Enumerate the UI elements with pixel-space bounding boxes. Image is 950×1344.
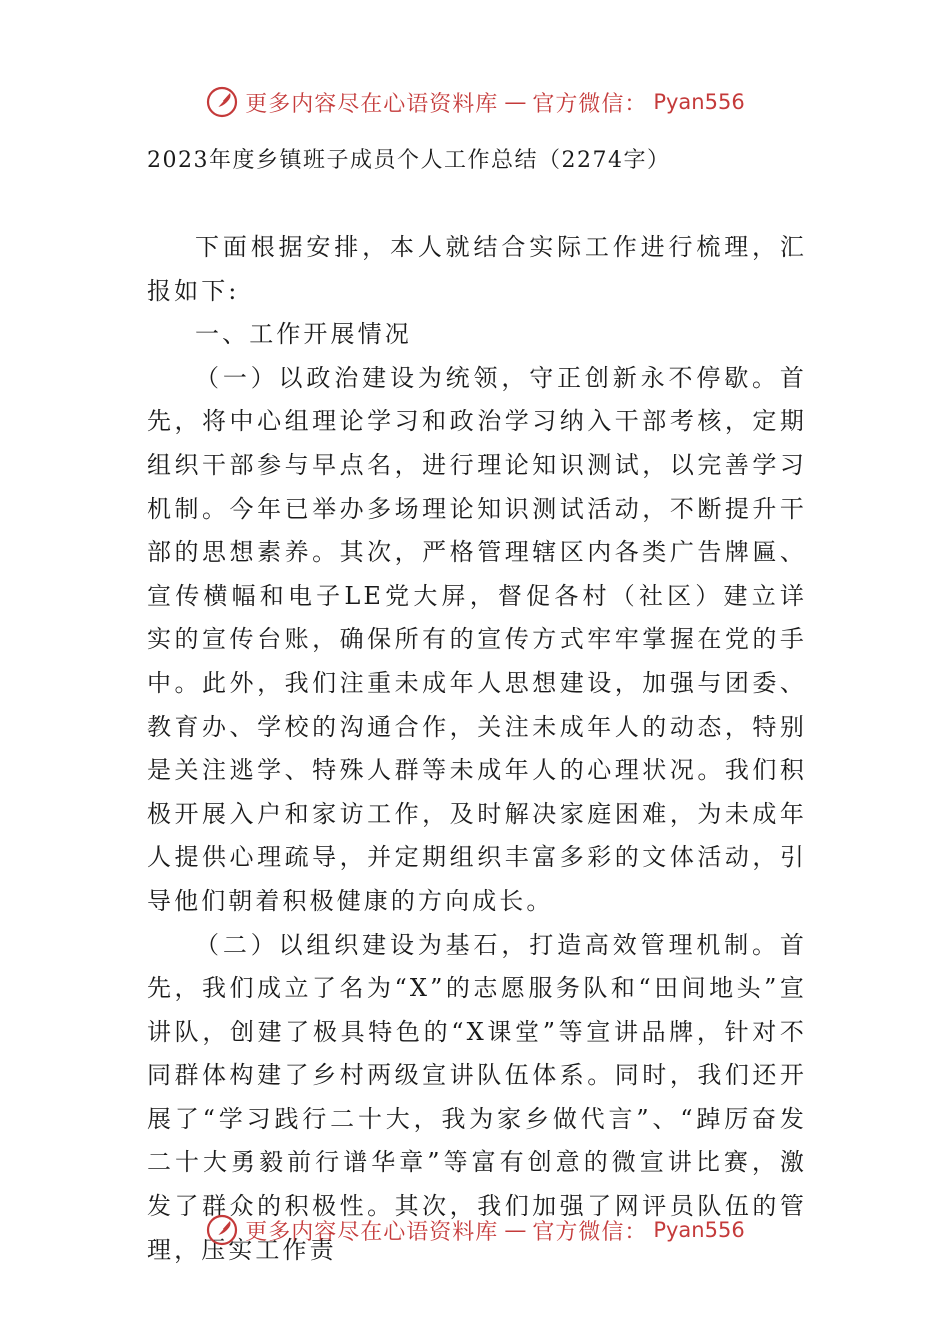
watermark-label-text: 官方微信： — [532, 91, 648, 117]
section-heading: 一、工作开展情况 — [195, 320, 412, 349]
paragraph-intro: 下面根据安排，本人就结合实际工作进行梳理，汇报如下: — [147, 233, 807, 305]
feather-pen-logo-icon — [205, 85, 239, 119]
watermark-handle-text: Pyan556 — [653, 90, 745, 114]
watermark-header — [0, 82, 950, 122]
watermark-label-text: 官方微信： — [532, 1219, 648, 1245]
paragraph-organizational-construction: （二）以组织建设为基石，打造高效管理机制。首先，我们成立了名为“X”的志愿服务队和“田间地头”宣讲队，创建了极具特色的“X课堂”等宣讲品牌，针对不同群体构建了乡村两级宣讲队伍体系。同时，我们还开展了“学习践行二十大，我为家乡做代言”、“踔厉奋发二十大勇毅前行谱华章”等富有创意的微宣讲比赛，激发了群众的积极性。其次，我们加强了网评员队伍的管理，压实工作责 — [147, 930, 807, 1264]
watermark-separator: — — [504, 89, 527, 115]
document-title: 2023年度乡镇班子成员个人工作总结（2274字） — [147, 148, 671, 173]
paragraph-political-construction: （一）以政治建设为统领，守正创新永不停歇。首先，将中心组理论学习和政治学习纳入干部考核，定期组织干部参与早点名，进行理论知识测试，以完善学习机制。今年已举办多场理论知识测试活动，不断提升干部的思想素养。其次，严格管理辖区内各类广告牌匾、宣传横幅和电子LE党大屏，督促各村（社区）建立详实的宣传台账，确保所有的宣传方式牢牢掌握在党的手中。此外，我们注重未成年人思想建设，加强与团委、教育办、学校的沟通合作，关注未成年人的动态，特别是关注逃学、特殊人群等未成年人的心理状况。我们积极开展入户和家访工作，及时解决家庭困难，为未成年人提供心理疏导，并定期组织丰富多彩的文体活动，引导他们朝着积极健康的方向成长。 — [147, 363, 807, 915]
watermark-site-text: 更多内容尽在心语资料库 — [245, 1219, 499, 1245]
watermark-site-text: 更多内容尽在心语资料库 — [245, 91, 499, 117]
document-body — [147, 226, 807, 1272]
feather-pen-logo-icon — [205, 1213, 239, 1247]
watermark-handle-text: Pyan556 — [653, 1218, 745, 1242]
watermark-separator: — — [504, 1217, 527, 1243]
watermark-footer — [0, 1210, 950, 1250]
